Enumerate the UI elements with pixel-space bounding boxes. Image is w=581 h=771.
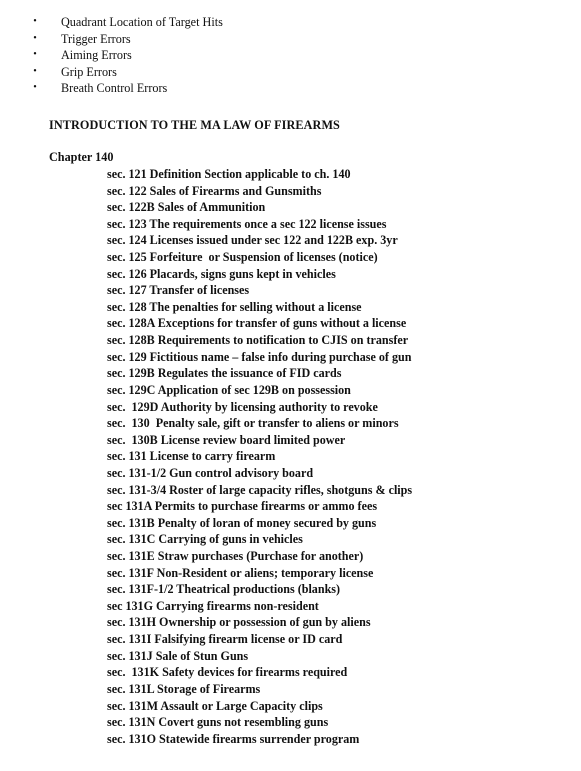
section-list-item: sec. 127 Transfer of licenses [107,283,250,298]
section-list-item: sec. 131F-1/2 Theatrical productions (blanks) [107,582,341,597]
section-list-item: sec. 130 Penalty sale, gift or transfer to aliens or minors [107,416,399,431]
section-list-item: sec. 122B Sales of Ammunition [107,200,266,215]
section-list-item: sec. 130B License review board limited power [107,432,346,447]
section-list-item: sec. 129C Application of sec 129B on possession [107,382,351,397]
section-list-item: sec 131G Carrying firearms non-resident [107,598,319,613]
chapter-sections-list [107,166,412,747]
section-list-item: sec. 131H Ownership or possession of gun by aliens [107,615,371,630]
section-list-item: sec. 131F Non-Resident or aliens; temporary license [107,565,374,580]
section-list-item: sec. 121 Definition Section applicable to ch. 140 [107,167,351,181]
section-list-item: sec. 128A Exceptions for transfer of guns without a license [107,316,407,331]
section-list-item: sec. 131B Penalty of loran of money secured by guns [107,515,377,530]
bullet-marker: • [33,16,37,27]
chapter-title: Chapter 140 [49,150,114,164]
section-list-item: sec. 131J Sale of Stun Guns [107,648,249,663]
section-list-item: sec. 129B Regulates the issuance of FID cards [107,366,342,381]
section-list-item: sec. 131N Covert guns not resembling guns [107,715,329,730]
section-heading: INTRODUCTION TO THE MA LAW OF FIREARMS [49,118,340,132]
section-list-item: sec. 126 Placards, signs guns kept in vehicles [107,266,336,281]
section-list-item: sec. 131-1/2 Gun control advisory board [107,465,314,480]
bullet-marker: • [33,49,37,61]
bullet-text: Grip Errors [61,64,117,79]
section-list-item: sec. 129 Fictitious name – false info during purchase of gun [107,349,412,364]
section-list-item: sec. 131 License to carry firearm [107,449,276,464]
bullet-list-item [0,80,581,97]
section-list-item: sec. 131K Safety devices for firearms required [107,665,348,680]
section-list-item: sec 131A Permits to purchase firearms or ammo fees [107,499,378,514]
bullet-text: Quadrant Location of Target Hits [61,15,223,29]
section-list-item: sec. 125 Forfeiture or Suspension of licenses (notice) [107,250,378,265]
bullet-list-item [0,14,581,31]
bullet-marker: • [33,65,37,77]
bullet-marker: • [33,32,37,44]
bullet-list-item [0,64,581,81]
section-list-item: sec. 131M Assault or Large Capacity clips [107,698,323,713]
section-list-item: sec. 131-3/4 Roster of large capacity rifles, shotguns & clips [107,482,413,497]
section-list-item: sec. 122 Sales of Firearms and Gunsmiths [107,183,322,198]
section-list-item: sec. 131E Straw purchases (Purchase for another) [107,549,364,564]
section-list-item: sec. 129D Authority by licensing authority to revoke [107,399,378,414]
section-list-item: sec. 124 Licenses issued under sec 122 and 122B exp. 3yr [107,233,398,248]
section-list-item: sec. 123 The requirements once a sec 122 license issues [107,216,387,231]
training-topics-list [0,14,581,97]
section-list-item: sec. 131C Carrying of guns in vehicles [107,532,303,547]
section-list-item: sec. 131O Statewide firearms surrender program [107,731,360,746]
bullet-text: Breath Control Errors [61,81,168,96]
bullet-text: Aiming Errors [61,48,132,63]
bullet-marker: • [33,82,37,94]
section-list-item: sec. 128B Requirements to notification to CJIS on transfer [107,333,409,348]
section-list-item: sec. 128 The penalties for selling without a license [107,299,362,314]
section-list-item: sec. 131L Storage of Firearms [107,681,261,696]
section-list-item: sec. 131I Falsifying firearm license or ID card [107,632,343,647]
bullet-text: Trigger Errors [61,31,131,46]
bullet-list-item [0,31,581,48]
bullet-list-item [0,47,581,64]
